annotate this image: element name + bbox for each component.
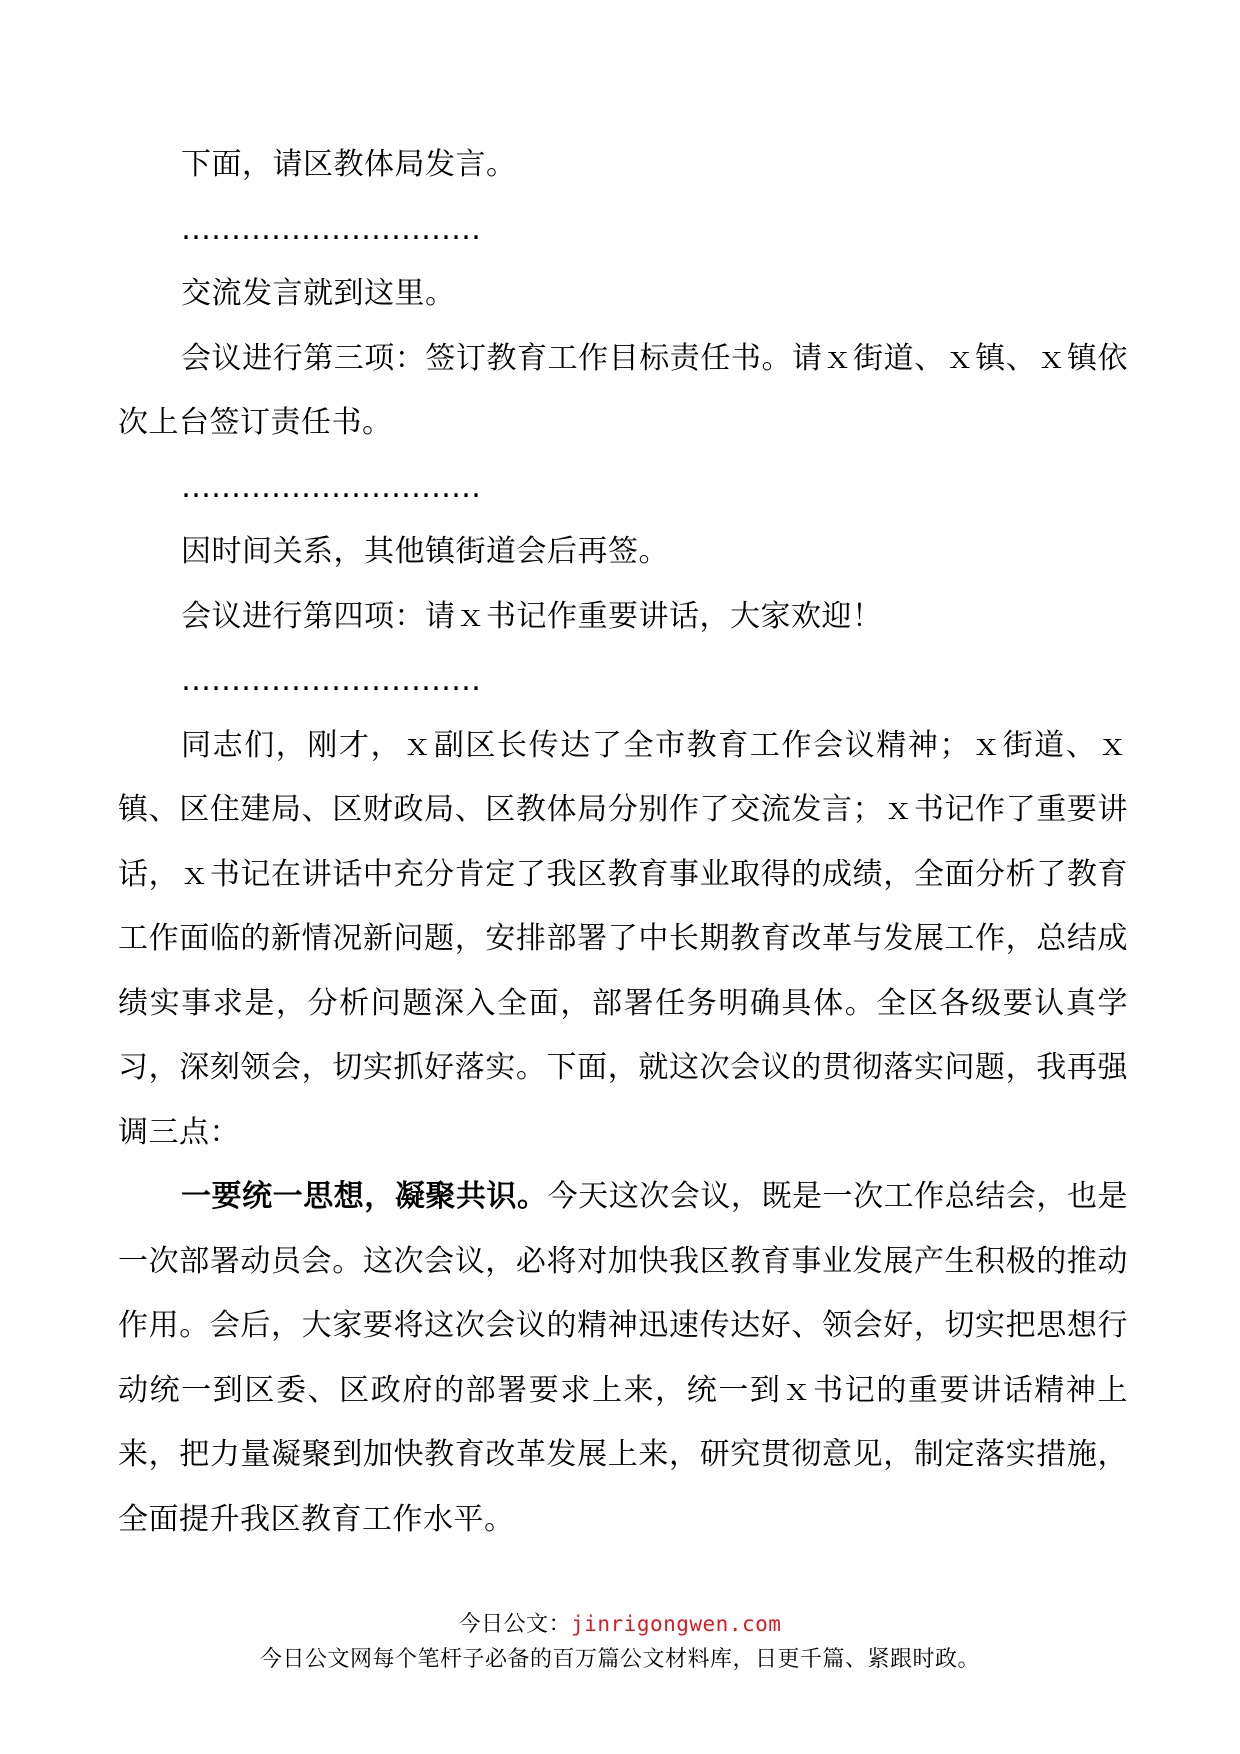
paragraph-point-one [118,1165,1128,1552]
paragraph-item-three: 会议进行第三项：签订教育工作目标责任书。请ｘ街道、ｘ镇、ｘ镇依次上台签订责任书。 [118,340,1128,440]
footer-site-line [0,1607,1240,1642]
point-one-text: 今天这次会议，既是一次工作总结会，也是一次部署动员会。这次会议，必将对加快我区教育事业发展产生积极的推动作用。会后，大家要将这次会议的精神迅速传达好、领会好，切实把思想行动统一到区委、区政府的部署要求上来，统一到ｘ书记的重要讲话精神上来，把力量凝聚到加快教育改革发展上来，研究贯彻意见，制定落实措施，全面提升我区教育工作水平。 [118,1179,1129,1537]
document-body [118,133,1128,1552]
page-footer [0,1607,1240,1678]
paragraph-invite-speaker: 下面，请区教体局发言。 [181,147,517,182]
footer-site-link[interactable]: jinrigongwen.com [571,1612,782,1636]
paragraph-summary: 同志们，刚才，ｘ副区长传达了全市教育工作会议精神；ｘ街道、ｘ镇、区住建局、区财政局、区教体局分别作了交流发言；ｘ书记作了重要讲话，ｘ书记在讲话中充分肯定了我区教育事业取得的成绩，全面分析了教育工作面临的新情况新问题，安排部署了中长期教育改革与发展工作，总结成绩实事求是，分析问题深入全面，部署任务明确具体。全区各级要认真学习，深刻领会，切实抓好落实。下面，就这次会议的贯彻落实问题，我再强调三点： [118,727,1128,1150]
paragraph-item-four: 会议进行第四项：请ｘ书记作重要讲话，大家欢迎！ [181,598,883,634]
footer-site-label: 今日公文： [458,1612,572,1637]
paragraph-ellipsis: ………………………… [181,663,481,698]
paragraph-time-note: 因时间关系，其他镇街道会后再签。 [181,534,669,569]
footer-slogan: 今日公文网每个笔杆子必备的百万篇公文材料库，日更千篇、紧跟时政。 [259,1647,980,1672]
paragraph-exchange-end: 交流发言就到这里。 [181,276,456,311]
paragraph-ellipsis: ………………………… [181,211,481,247]
point-one-heading: 一要统一思想，凝聚共识。 [181,1179,548,1214]
paragraph-ellipsis: ………………………… [181,469,481,505]
